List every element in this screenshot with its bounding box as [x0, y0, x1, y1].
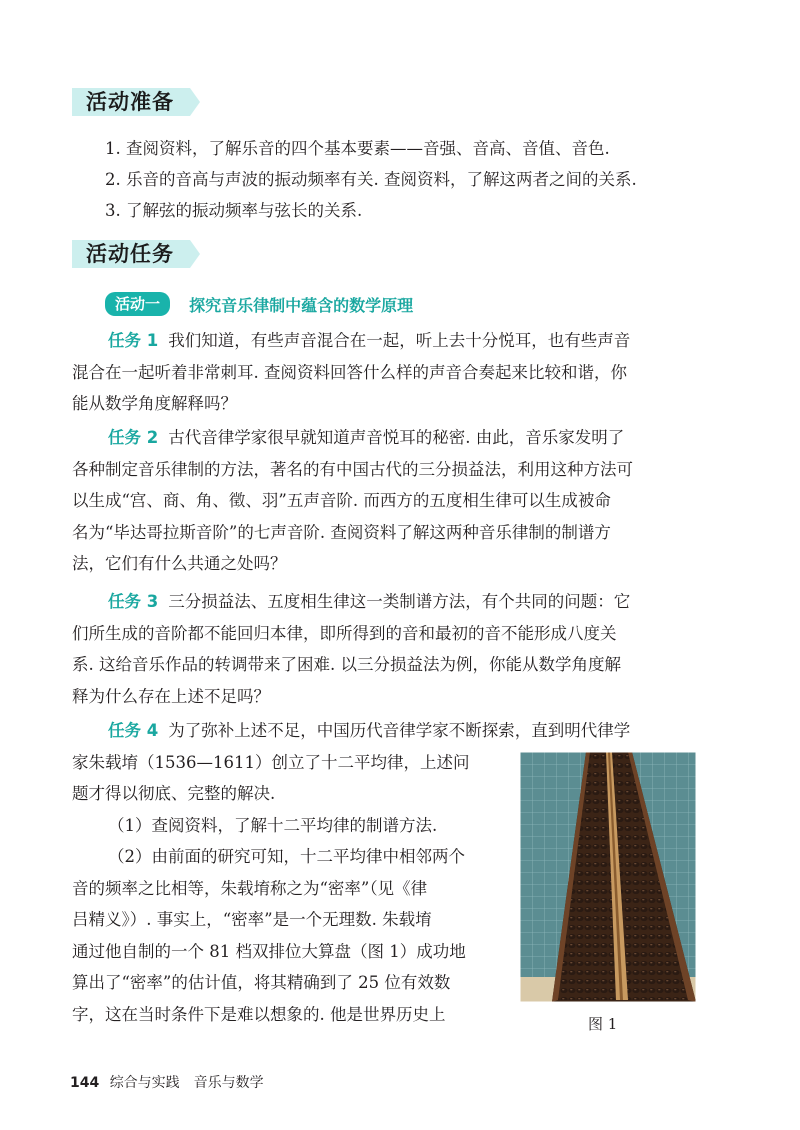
- task-1-paragraph: 任务 1 我们知道，有些声音混合在一起，听上去十分悦耳，也有些声音 混合在一起听着非常刺耳. 查阅资料回答什么样的声音合奏起来比较和谐，你 能从数学角度解释吗？: [72, 331, 631, 413]
- prep-list: [105, 134, 637, 227]
- task-4-paragraph: 任务 4 为了弥补上述不足，中国历代音律学家不断探索，直到明代律学 家朱载堉（1536—1611）创立了十二平均律，上述问 题才得以彻底、完整的解决. （1）查阅资料，了解十二平均律的制谱方法. （2）由前面的研究可知，十二平均律中相邻两个 音的频率之比相等，朱载堉称之为“密率”（见《律 吕精义》）. 事实上，“密率”是一个无理数. 朱载堉 通过他自制的一个 81 档双排位大算盘（图 1）成功地 算出了“密率”的估计值，将其精确到了 25 位有效数 字，这在当时条件下是难以想象的. 他是世界历史上: [72, 715, 698, 1030]
- list-item: 3. 了解弦的振动频率与弦长的关系.: [105, 201, 363, 220]
- task-label: 任务 2: [108, 428, 159, 447]
- task-label: 任务 1: [108, 331, 159, 350]
- footer-text: 综合与实践 音乐与数学: [109, 1075, 264, 1091]
- section-header-prep: [72, 82, 202, 122]
- section-header-tasks: [72, 234, 202, 274]
- task-3-paragraph: 任务 3 三分损益法、五度相生律这一类制谱方法，有个共同的问题：它 们所生成的音阶都不能回归本律，即所得到的音和最初的音不能形成八度关 系. 这给音乐作品的转调带来了困难. 以三分损益法为例，你能从数学角度解 释为什么存在上述不足吗？: [72, 592, 631, 706]
- figure-caption: 图 1: [588, 1015, 618, 1033]
- abacus-illustration: [520, 752, 696, 1002]
- task-4-sub-1: （1）查阅资料，了解十二平均律的制谱方法.: [108, 815, 438, 835]
- activity-badge: 活动一: [105, 292, 170, 316]
- task-2-paragraph: 任务 2 古代音律学家很早就知道声音悦耳的秘密. 由此，音乐家发明了 各种制定音乐律制的方法，著名的有中国古代的三分损益法，利用这种方法可 以生成“宫、商、角、徵、羽”五声音阶. 而西方的五度相生律可以生成被命 名为“毕达哥拉斯音阶”的七声音阶. 查阅资料了解这两种音乐律制的制谱方 法，它们有什么共通之处吗？: [72, 428, 633, 573]
- page-footer: [70, 1072, 264, 1092]
- list-item: 2. 乐音的音高与声波的振动频率有关. 查阅资料，了解这两者之间的关系.: [105, 170, 637, 189]
- list-item: 1. 查阅资料，了解乐音的四个基本要素——音强、音高、音值、音色.: [105, 139, 610, 158]
- task-label: 任务 3: [108, 592, 159, 611]
- activity-heading: [105, 292, 413, 318]
- activity-title: 探究音乐律制中蕴含的数学原理: [189, 295, 414, 315]
- section-title-prep: 活动准备: [86, 90, 174, 114]
- page-number: 144: [70, 1075, 100, 1091]
- task-label: 任务 4: [108, 721, 159, 740]
- abacus-photo: [520, 752, 696, 1002]
- section-title-tasks: 活动任务: [86, 242, 174, 266]
